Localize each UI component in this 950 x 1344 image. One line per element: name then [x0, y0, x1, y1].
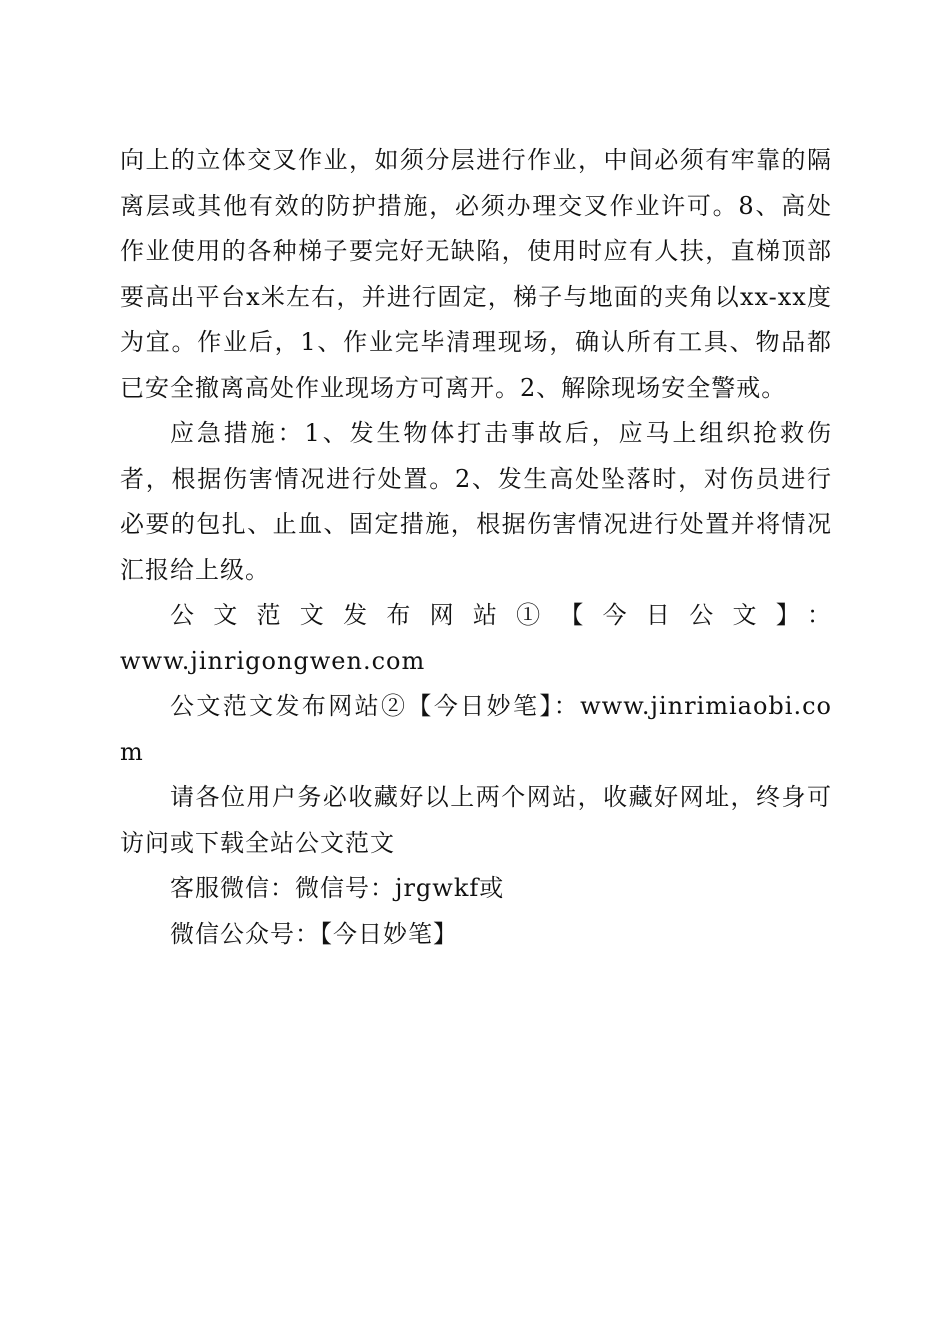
paragraph-site-1 — [120, 593, 832, 684]
site-1-label: 公文范文发布网站①【今日公文】： — [170, 601, 832, 629]
paragraph-emergency-measures: 应急措施：1、发生物体打击事故后，应马上组织抢救伤者，根据伤害情况进行处置。2、发生高处坠落时，对伤员进行必要的包扎、止血、固定措施，根据伤害情况进行处置并将情况汇报给上级。 — [120, 419, 832, 584]
paragraph-bookmark-notice: 请各位用户务必收藏好以上两个网站，收藏好网址，终身可访问或下载全站公文范文 — [120, 783, 832, 857]
paragraph-site-2: 公文范文发布网站②【今日妙笔】：www.jinrimiaobi.com — [120, 692, 832, 766]
document-body — [120, 138, 832, 957]
paragraph-wechat-public: 微信公众号：【今日妙笔】 — [170, 919, 458, 948]
paragraph-wechat-service: 客服微信：微信号：jrgwkf或 — [170, 874, 505, 902]
paragraph-work-procedure: 向上的立体交叉作业，如须分层进行作业，中间必须有牢靠的隔离层或其他有效的防护措施，必须办理交叉作业许可。8、高处作业使用的各种梯子要完好无缺陷，使用时应有人扶，直梯顶部要高出平台x米左右，并进行固定，梯子与地面的夹角以xx-xx度为宜。作业后，1、作业完毕清理现场，确认所有工具、物品都已安全撤离高处作业现场方可离开。2、解除现场安全警戒。 — [120, 146, 832, 402]
site-1-url: www.jinrigongwen.com — [120, 646, 426, 675]
